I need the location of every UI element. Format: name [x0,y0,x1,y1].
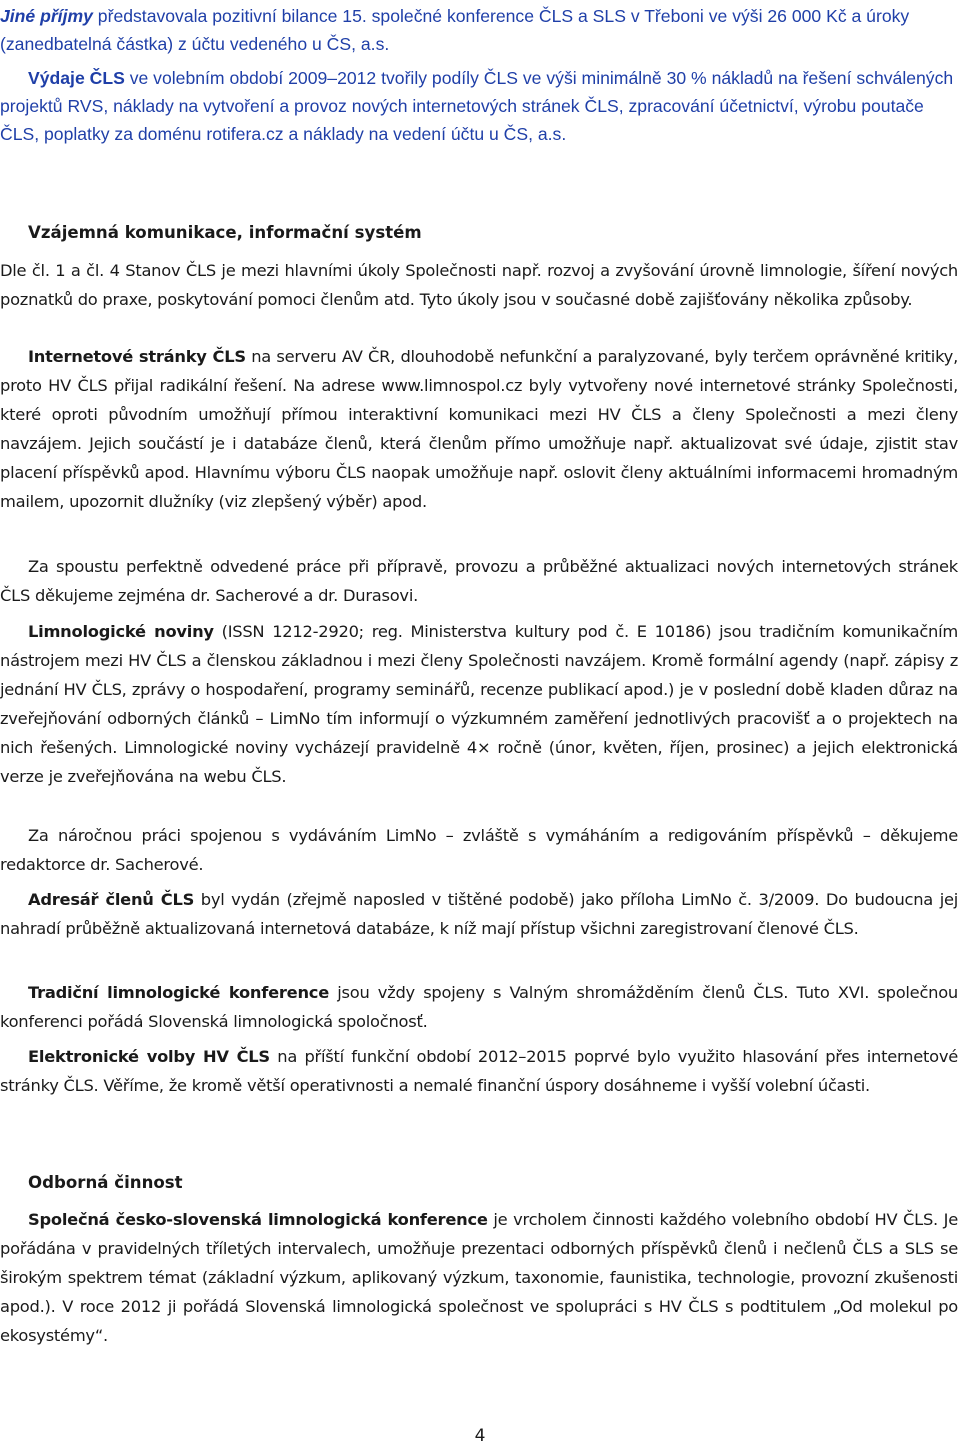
lead-elections: Elektronické volby HV ČLS [28,1047,270,1066]
text-other-income: představovala pozitivní bilance 15. společné konference ČLS a SLS v Třeboni ve výši 26 000 Kč a úroky (zanedbatelná částka) z účtu vedeného u ČS, a.s. [0,6,910,54]
paragraph-newsletter [0,617,958,791]
paragraph-elections [0,1042,958,1100]
paragraph-statutes: Dle čl. 1 a čl. 4 Stanov ČLS je mezi hlavními úkoly Společnosti např. rozvoj a zvyšování úrovně limnologie, šíření nových poznatků do praxe, poskytování pomoci členům atd. Tyto úkoly jsou v současné době zajišťovány několika způsoby. [0,261,958,309]
text-joint-conference: je vrcholem činnosti každého volebního období HV ČLS. Je pořádána v pravidelných tříletých intervalech, umožňuje prezentaci odborných příspěvků členů i nečlenů ČLS a SLS se širokým spektrem témat (základní výzkum, aplikovaný výzkum, taxonomie, faunistika, technologie, provozní zkušenosti apod.). V roce 2012 ji pořádá Slovenská limnologická společnost ve spolupráci s HV ČLS s podtitulem „Od molekul po ekosystémy“. [0,1210,958,1345]
lead-expenses: Výdaje ČLS [28,68,125,88]
lead-web: Internetové stránky ČLS [28,347,246,366]
paragraph-thanks-newsletter: Za náročnou práci spojenou s vydáváním LimNo – zvláště s vymáháním a redigováním příspěvků – děkujeme redaktorce dr. Sacherové. [0,826,958,874]
paragraph-web [0,342,958,516]
heading-communication: Vzájemná komunikace, informační systém [28,223,422,242]
text-web: na serveru AV ČR, dlouhodobě nefunkční a paralyzované, byly terčem oprávněné kritiky, proto HV ČLS přijal radikální řešení. Na adrese www.limnospol.cz byly vytvořeny nové internetové stránky Společnosti, které oproti původním umožňují přímou interaktivní komunikaci mezi HV ČLS a členy Společnosti a mezi členy navzájem. Jejich součástí je i databáze členů, která členům přímo umožňuje např. aktualizovat své údaje, zjistit stav placení příspěvků apod. Hlavnímu výboru ČLS naopak umožňuje např. oslovit členy aktuálními informacemi hromadným mailem, upozornit dlužníky (viz zlepšený výběr) apod. [0,347,958,511]
paragraph-expenses [0,64,958,148]
text-conference: jsou vždy spojeny s Valným shromážděním členů ČLS. Tuto XVI. společnou konferenci pořádá Slovenská limnologická spoločnosť. [0,983,958,1031]
text-directory: byl vydán (zřejmě naposled v tištěné podobě) jako příloha LimNo č. 3/2009. Do budoucna jej nahradí průběžně aktualizovaná internetová databáze, k níž mají přístup všichni zaregistrovaní členové ČLS. [0,890,959,938]
text-expenses: ve volebním období 2009–2012 tvořily podíly ČLS ve výši minimálně 30 % nákladů na řešení schválených projektů RVS, náklady na vytvoření a provoz nových internetových stránek ČLS, zpracování účetnictví, výrobu poutače ČLS, poplatky za doménu rotifera.cz a náklady na vedení účtu u ČS, a.s. [0,68,954,144]
paragraph-joint-conference [0,1205,958,1350]
text-elections: na příští funkční období 2012–2015 poprvé bylo využito hlasování přes internetové stránky ČLS. Věříme, že kromě větší operativnosti a nemalé finanční úspory dosáhneme i vyšší volební účasti. [0,1047,958,1095]
paragraph-thanks-web: Za spoustu perfektně odvedené práce při přípravě, provozu a průběžné aktualizaci nových internetových stránek ČLS děkujeme zejména dr. Sacherové a dr. Durasovi. [0,557,958,605]
lead-directory: Adresář členů ČLS [28,890,195,909]
lead-newsletter: Limnologické noviny [28,622,214,641]
text-newsletter: (ISSN 1212-2920; reg. Ministerstva kultury pod č. E 10186) jsou tradičním komunikačním nástrojem mezi HV ČLS a členskou základnou i mezi členy Společnosti navzájem. Kromě formální agendy (např. zápisy z jednání HV ČLS, zprávy o hospodaření, programy seminářů, recenze publikací apod.) je v poslední době kladen důraz na zveřejňování odborných článků – LimNo tím informují o výzkumném zaměření jednotlivých pracovišť a o projektech na nich řešených. Limnologické noviny vycházejí pravidelně 4× ročně (únor, květen, říjen, prosinec) a jejich elektronická verze je zveřejňována na webu ČLS. [0,622,958,786]
page-number: 4 [474,1426,486,1446]
lead-joint-conference: Společná česko-slovenská limnologická konference [28,1210,488,1229]
lead-conference: Tradiční limnologické konference [28,983,330,1002]
paragraph-conference [0,978,958,1036]
paragraph-directory [0,885,958,943]
lead-other-income: Jiné příjmy [0,6,93,26]
heading-expert-activity: Odborná činnost [28,1173,183,1192]
paragraph-other-income [0,2,958,58]
